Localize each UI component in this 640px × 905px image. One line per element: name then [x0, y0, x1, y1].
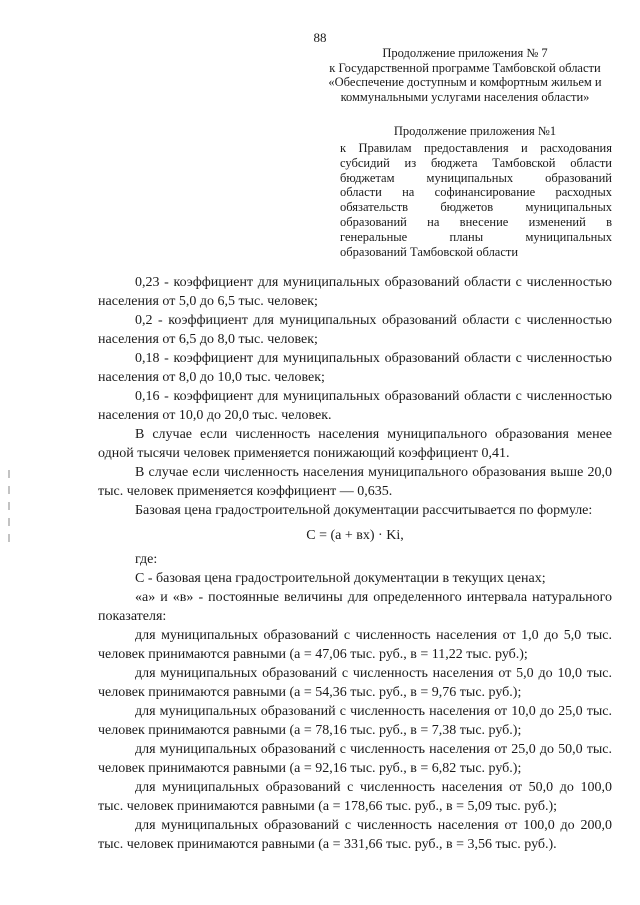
appendix1-header-line: обязательств бюджетов муниципальных: [340, 200, 612, 215]
body-paragraph: В случае если численность населения муниципального образования выше 20,0 тыс. человек применяется коэффициент — 0,635.: [98, 465, 612, 499]
body-paragraph: 0,18 - коэффициент для муниципальных образований области с численностью населения от 8,0 до 10,0 тыс. человек;: [98, 351, 612, 385]
appendix1-header-line: образований на внесение изменений в: [340, 214, 612, 229]
body-paragraph: 0,2 - коэффициент для муниципальных образований области с численностью населения от 6,5 до 8,0 тыс. человек;: [98, 313, 612, 347]
appendix1-title: Продолжение приложения №1: [393, 124, 557, 138]
body-paragraph: Базовая цена градостроительной документации рассчитывается по формуле:: [135, 503, 593, 518]
body-paragraph: 0,16 - коэффициент для муниципальных образований области с численностью населения от 10,0 до 20,0 тыс. человек.: [98, 389, 612, 423]
body-paragraph: «а» и «в» - постоянные величины для определенного интервала натурального показателя:: [98, 590, 612, 624]
appendix7-header-line: к Государственной программе Тамбовской области: [329, 60, 601, 75]
scan-mark: [8, 486, 10, 494]
scan-mark: [8, 518, 10, 526]
body-paragraph: где:: [135, 552, 158, 567]
document-body: [98, 273, 612, 854]
body-paragraph: для муниципальных образований с численность населения от 5,0 до 10,0 тыс. человек принимаются равными (а = 54,36 тыс. руб., в = 9,76 тыс. руб.);: [98, 666, 612, 700]
appendix7-header: [320, 46, 610, 104]
appendix1-header-line: генеральные планы муниципальных: [340, 229, 612, 244]
appendix1-header-line: к Правилам предоставления и расходования: [340, 141, 612, 155]
body-paragraph: для муниципальных образований с численность населения от 25,0 до 50,0 тыс. человек принимаются равными (а = 92,16 тыс. руб., в = 6,82 тыс. руб.);: [98, 742, 612, 776]
body-paragraph: для муниципальных образований с численность населения от 50,0 до 100,0 тыс. человек принимаются равными (а = 178,66 тыс. руб., в = 5,09 тыс. руб.);: [98, 780, 612, 814]
body-paragraph: для муниципальных образований с численность населения от 10,0 до 25,0 тыс. человек принимаются равными (а = 78,16 тыс. руб., в = 7,38 тыс. руб.);: [98, 704, 612, 738]
scan-mark: [8, 470, 10, 478]
body-paragraph: 0,23 - коэффициент для муниципальных образований области с численностью населения от 5,0 до 6,5 тыс. человек;: [98, 275, 612, 309]
appendix1-header-line: образований Тамбовской области: [340, 244, 519, 259]
appendix7-header-line: «Обеспечение доступным и комфортным жильем и: [328, 75, 602, 89]
body-paragraph: для муниципальных образований с численность населения от 1,0 до 5,0 тыс. человек принимаются равными (а = 47,06 тыс. руб., в = 11,22 тыс. руб.);: [98, 628, 612, 662]
body-paragraph: С - базовая цена градостроительной документации в текущих ценах;: [135, 571, 546, 586]
body-paragraph: для муниципальных образований с численность населения от 100,0 до 200,0 тыс. человек принимаются равными (а = 331,66 тыс. руб., в = 3,56 тыс. руб.).: [98, 818, 612, 852]
appendix7-header-line: коммунальными услугами населения области»: [340, 89, 590, 104]
scan-mark: [8, 534, 10, 542]
margin-scan-marks: [6, 470, 12, 560]
appendix7-header-line: Продолжение приложения № 7: [382, 46, 548, 60]
appendix1-header-line: субсидий из бюджета Тамбовской области: [340, 155, 612, 170]
appendix1-header: [340, 141, 612, 259]
price-formula: С = (а + вх) · Ki,: [306, 528, 404, 543]
page-number: 88: [313, 30, 327, 45]
body-paragraph: В случае если численность населения муниципального образования менее одной тысячи человек применяется понижающий коэффициент 0,41.: [98, 427, 612, 461]
appendix1-header-line: бюджетам муниципальных образований: [340, 170, 612, 185]
scan-mark: [8, 502, 10, 510]
appendix1-header-line: области на софинансирование расходных: [340, 185, 612, 200]
